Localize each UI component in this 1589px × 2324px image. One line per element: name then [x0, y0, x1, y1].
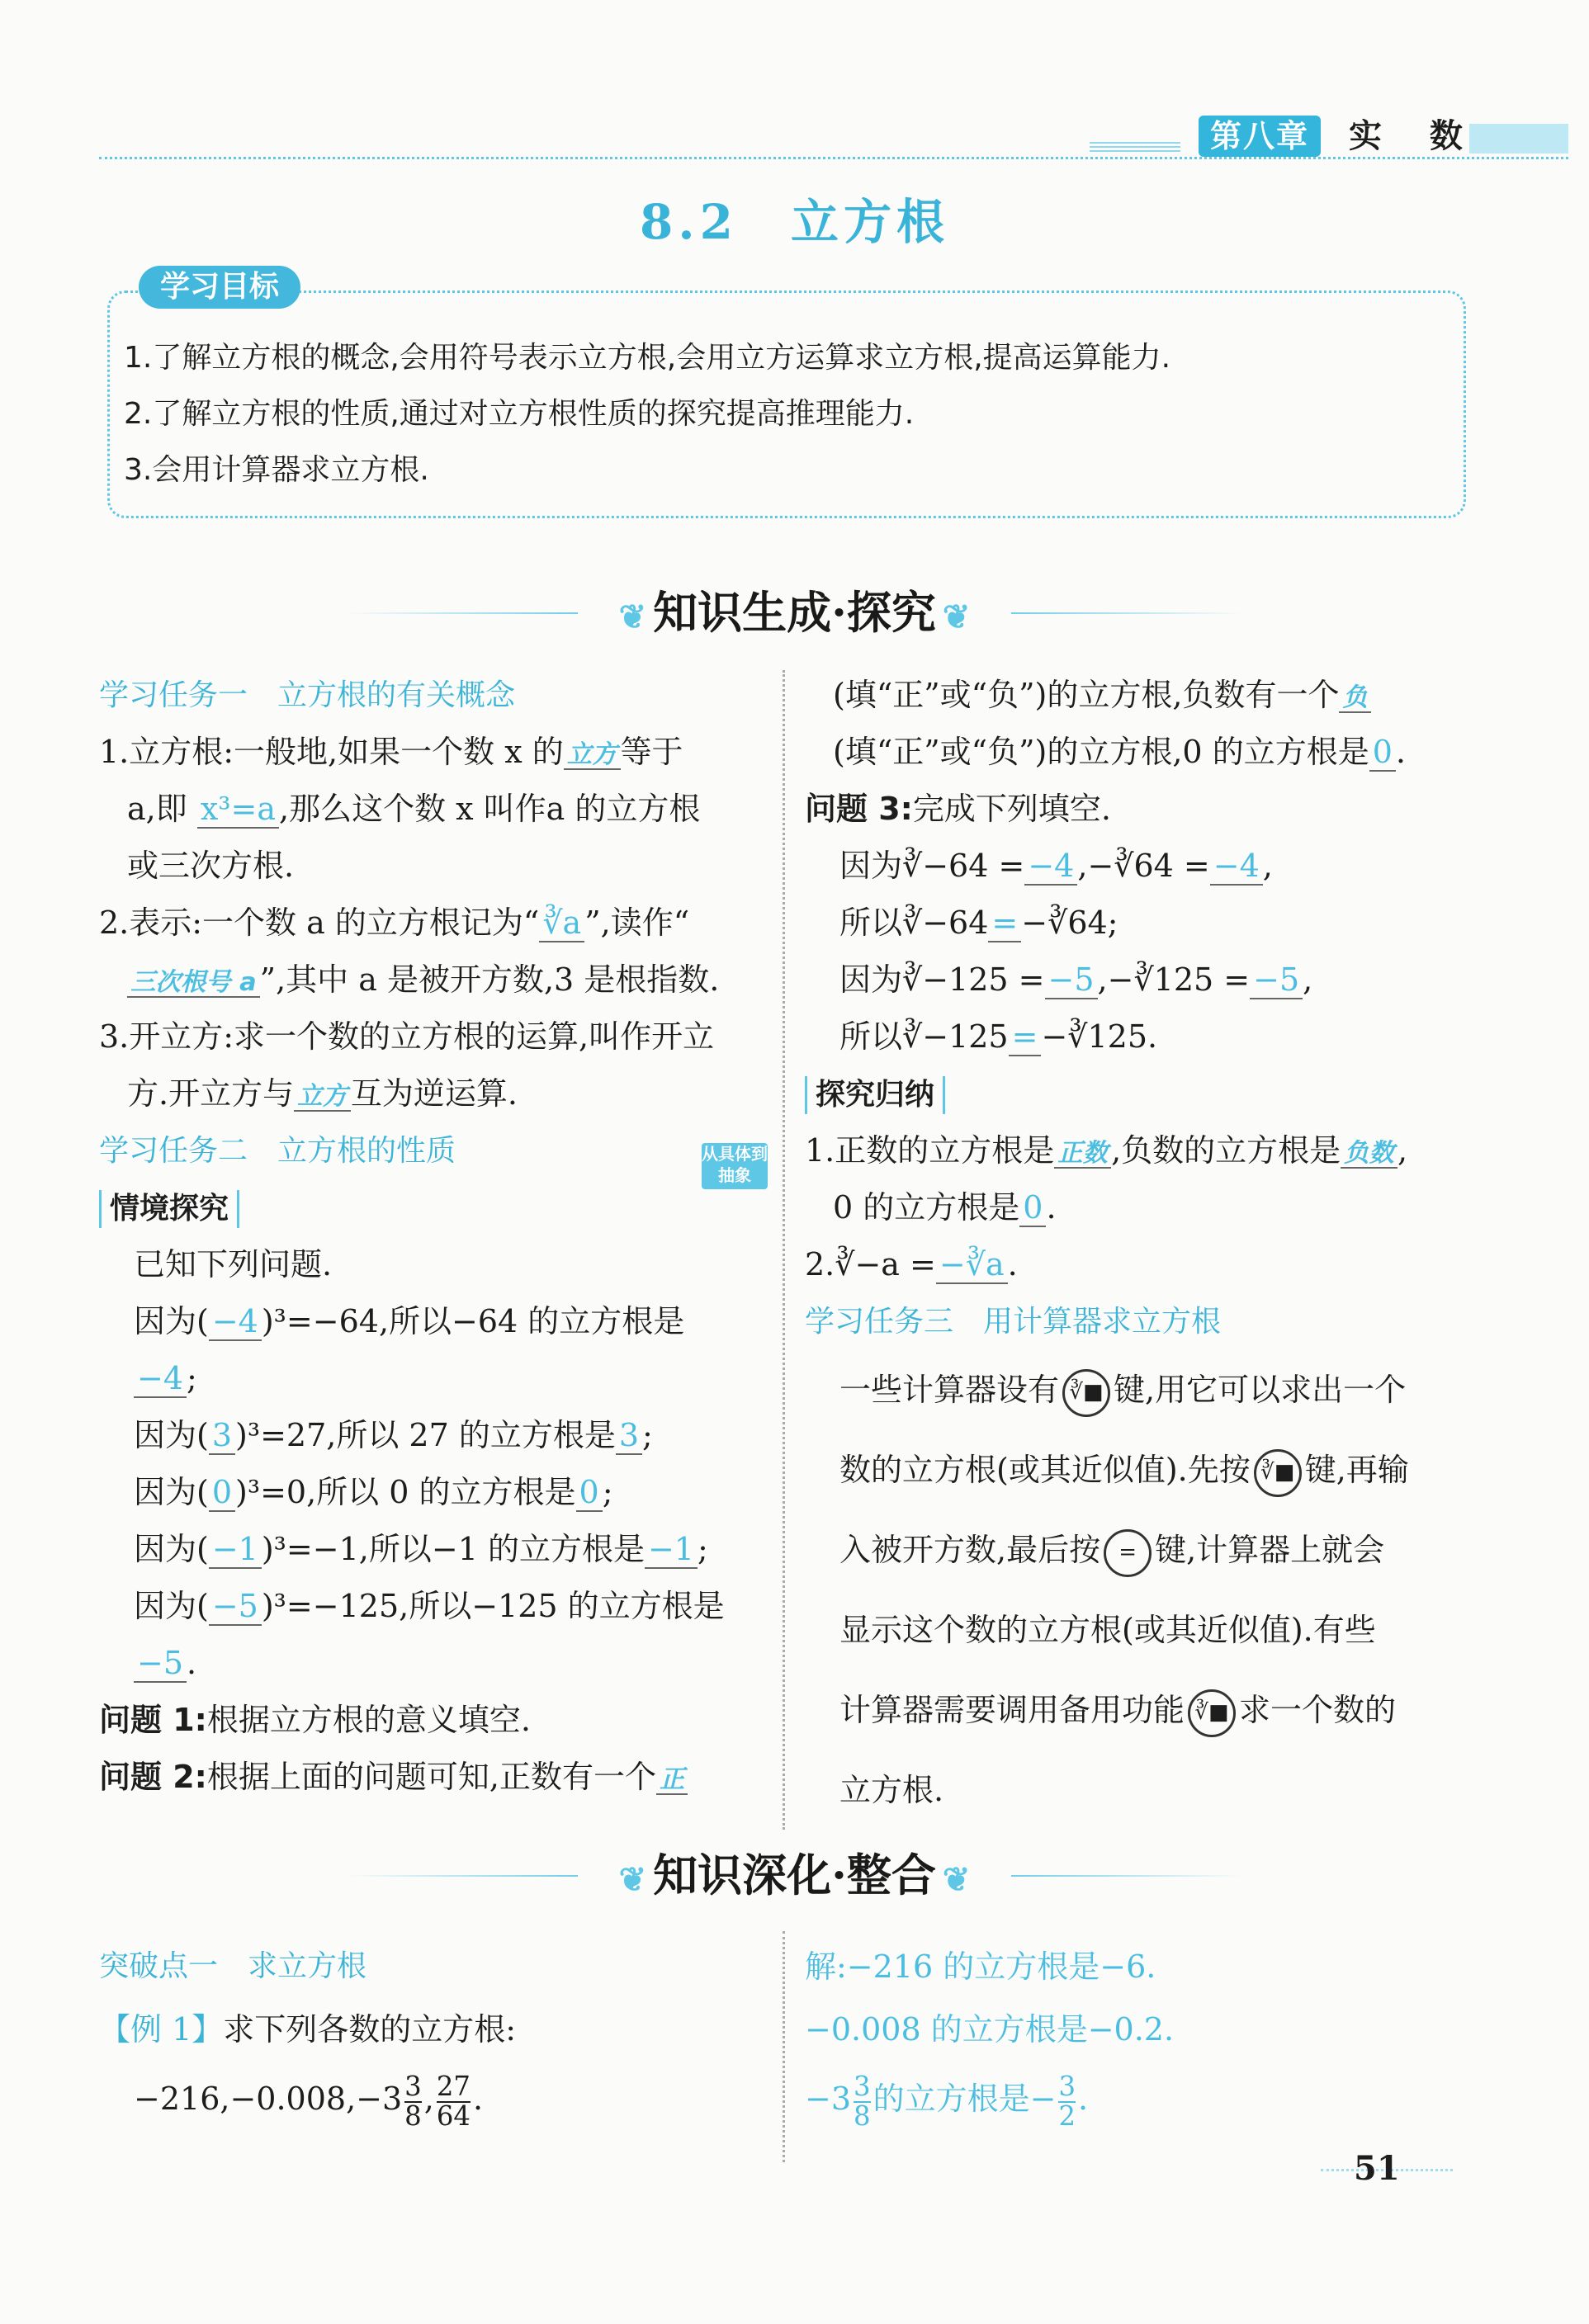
paragraph: 或三次方根.	[127, 848, 295, 884]
answer-blank: 0	[209, 1476, 235, 1512]
paragraph: 因为∛−64 = −4 ,−∛64 = −4 ,	[839, 848, 1273, 884]
concrete-abstract-tag: 从具体到抽象	[702, 1143, 768, 1189]
column-divider	[783, 1931, 785, 2162]
task-heading: 学习任务二 立方根的性质	[99, 1134, 456, 1168]
example-1: 【例 1】求下列各数的立方根:	[99, 2011, 517, 2048]
paragraph: a,即 x³=a ,那么这个数 x 叫作a 的立方根	[127, 791, 701, 827]
chapter-title: 实 数	[1349, 117, 1481, 155]
right-column	[805, 667, 1473, 1830]
example-values: −216,−0.008,−3 $\frac{3}{8}$ , $\frac{27}{64}$ .	[134, 2070, 484, 2132]
left-column	[99, 667, 768, 1806]
paragraph: 方.开立方与 立方 互为逆运算.	[127, 1075, 518, 1112]
paragraph: 1.正数的立方根是 正数 ,负数的立方根是 负数 ,	[805, 1132, 1408, 1169]
answer-blank: 正	[656, 1766, 688, 1795]
goals-tag: 学习目标	[139, 266, 300, 309]
answer-blank: 0	[1369, 735, 1396, 772]
solution-line: 解:−216 的立方根是−6.	[805, 1948, 1156, 1985]
answer-blank: 三次根号 a	[127, 969, 260, 998]
answer-blank: −5	[209, 1589, 262, 1626]
goal-item: 2.了解立方根的性质,通过对立方根性质的探究提高推理能力.	[124, 397, 915, 431]
paragraph: 三次根号 a ”,其中 a 是被开方数,3 是根指数.	[99, 952, 768, 1008]
example-block	[99, 1935, 768, 2130]
answer-blank: −∛a	[936, 1248, 1008, 1284]
paragraph: 已知下列问题.	[134, 1246, 333, 1282]
answer-blank: −4	[209, 1305, 262, 1341]
answer-blank: 0	[1019, 1191, 1046, 1227]
equals-key-icon: =	[1104, 1529, 1152, 1577]
paragraph: 因为( 0 )³=0,所以 0 的立方根是 0 ;	[134, 1474, 613, 1510]
header-dotted-line	[99, 157, 1568, 159]
situation-label: 情境探究	[99, 1190, 239, 1228]
summary-label: 探究归纳	[805, 1076, 945, 1114]
answer-blank: −4	[1024, 849, 1077, 886]
cube-root-key-icon: ∛■	[1062, 1369, 1110, 1417]
answer-blank: −1	[209, 1533, 262, 1569]
goal-item: 1.了解立方根的概念,会用符号表示立方根,会用立方运算求立方根,提高运算能力.	[124, 341, 1171, 375]
header-stripe-decoration	[1090, 142, 1180, 154]
answer-blank: 立方	[564, 741, 621, 770]
solution-line: −3 $\frac{3}{8}$ 的立方根是− $\frac{3}{2}$ .	[805, 2070, 1089, 2132]
paragraph: (填“正”或“负”)的立方根,负数有一个 负	[805, 667, 1473, 724]
question-2: 问题 2:根据上面的问题可知,正数有一个 正	[99, 1749, 768, 1806]
answer-blank: =	[1009, 1020, 1042, 1056]
column-divider	[783, 670, 785, 1830]
paragraph: 所以∛−125 = −∛125.	[839, 1018, 1158, 1055]
banner-title: ❦ 知识生成·探究 ❦	[579, 578, 1010, 641]
paragraph: 因为( −4 )³=−64,所以−64 的立方根是	[134, 1303, 685, 1339]
breakthrough-heading: 突破点一 求立方根	[99, 1949, 367, 1983]
answer-blank: 0	[576, 1476, 603, 1512]
answer-blank: −1	[645, 1533, 698, 1569]
answer-blank: −5	[134, 1646, 187, 1683]
section-title: 8.2 立方根	[640, 194, 949, 250]
banner-title: ❦ 知识深化·整合 ❦	[579, 1840, 1010, 1904]
section-banner-integration	[0, 1840, 1589, 1904]
paragraph: −4 ;	[99, 1350, 768, 1407]
question-1: 问题 1:根据立方根的意义填空.	[99, 1702, 531, 1738]
section-banner-generation	[0, 578, 1589, 641]
task-heading: 学习任务三 用计算器求立方根	[805, 1305, 1222, 1339]
cube-root-key-icon: ∛■	[1254, 1449, 1302, 1497]
task-heading: 学习任务一 立方根的有关概念	[99, 678, 516, 712]
header-color-bar	[1469, 124, 1568, 154]
paragraph: 0 的立方根是 0 .	[833, 1189, 1057, 1226]
answer-blank: 负数	[1341, 1140, 1397, 1169]
paragraph: 因为∛−125 = −5 ,−∛125 = −5 ,	[839, 961, 1313, 998]
paragraph: −5 .	[99, 1635, 768, 1692]
answer-blank: x³=a	[197, 792, 279, 829]
calculator-paragraph: 一些计算器设有 ∛■ 键,用它可以求出一个 数的立方根(或其近似值).先按 ∛■ 键,再输 入被开方数,最后按 = 键,计算器上就会 显示这个数的立方根(或其近似值).有些 计算器需要调用备用功能 ∛■ 求一个数的 立方根.	[805, 1350, 1473, 1830]
paragraph: 所以∛−64 = −∛64;	[839, 905, 1118, 941]
paragraph: (填“正”或“负”)的立方根,0 的立方根是 0 .	[833, 734, 1406, 770]
paragraph: 因为( −1 )³=−1,所以−1 的立方根是 −1 ;	[134, 1531, 708, 1567]
answer-blank: −4	[1210, 849, 1263, 886]
chapter-badge: 第八章	[1199, 116, 1321, 157]
answer-blank: ∛a	[539, 906, 584, 942]
paragraph: 3.开立方:求一个数的立方根的运算,叫作开立	[99, 1018, 715, 1055]
answer-blank: 3	[209, 1419, 235, 1455]
answer-blank: =	[988, 906, 1021, 942]
answer-blank: −4	[134, 1362, 187, 1398]
answer-blank: 正数	[1054, 1140, 1111, 1169]
solution-block	[805, 1935, 1473, 2130]
paragraph: 2.表示:一个数 a 的立方根记为“ ∛a ”,读作“	[99, 905, 690, 941]
answer-blank: 负	[1339, 684, 1370, 713]
paragraph: 因为( 3 )³=27,所以 27 的立方根是 3 ;	[134, 1417, 653, 1453]
answer-blank: −5	[1045, 963, 1098, 999]
paragraph: 2.∛−a = −∛a .	[805, 1246, 1018, 1282]
answer-blank: 立方	[294, 1083, 351, 1112]
goal-item: 3.会用计算器求立方根.	[124, 453, 429, 487]
shift-cube-root-key-icon: ∛■	[1188, 1689, 1236, 1737]
paragraph: 因为( −5 )³=−125,所以−125 的立方根是	[134, 1588, 725, 1624]
paragraph: 1.立方根:一般地,如果一个数 x 的 立方 等于	[99, 734, 683, 770]
answer-blank: 3	[616, 1419, 642, 1455]
solution-line: −0.008 的立方根是−0.2.	[805, 2011, 1175, 2048]
page-number: 51	[1354, 2149, 1400, 2188]
answer-blank: −5	[1250, 963, 1303, 999]
question-3: 问题 3:完成下列填空.	[805, 791, 1111, 827]
